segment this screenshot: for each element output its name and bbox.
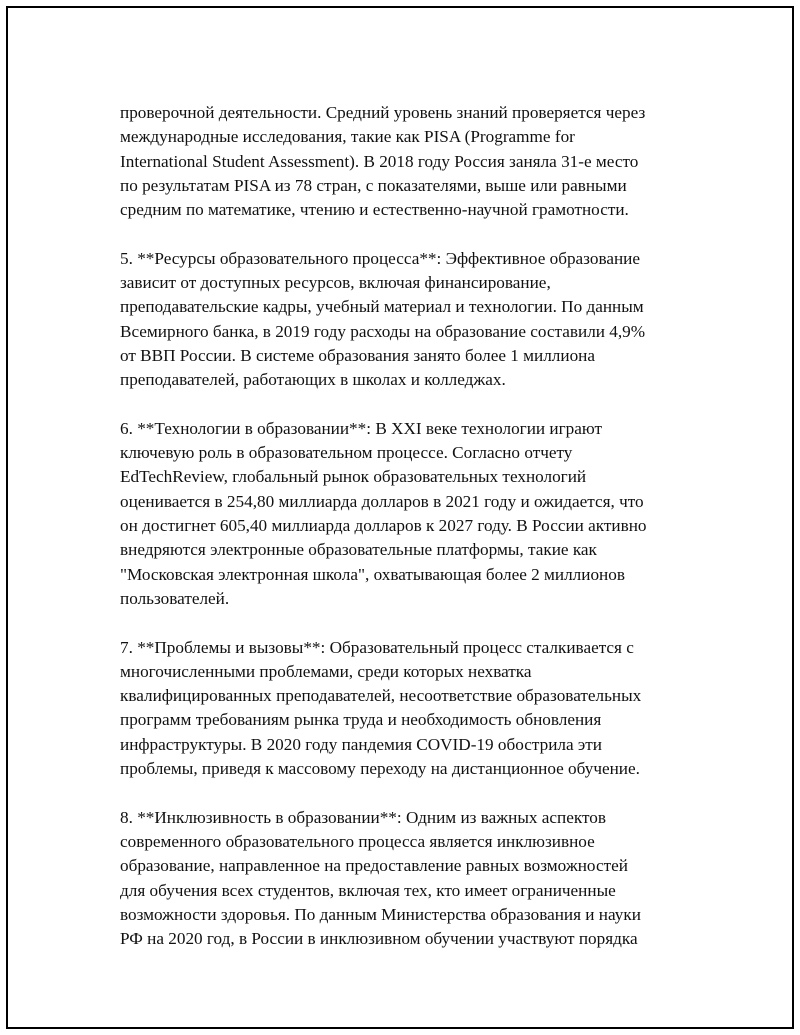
paragraph-pisa-results [120, 101, 700, 222]
text-line: пользователей. [120, 588, 230, 608]
text-line: 7. **Проблемы и вызовы**: Образовательный процесс сталкивается с [120, 637, 634, 657]
text-line: по результатам PISA из 78 стран, с показателями, выше или равными [120, 175, 627, 195]
text-line: возможности здоровья. По данным Министерства образования и науки [120, 904, 641, 924]
text-line: многочисленными проблемами, среди которых нехватка [120, 661, 532, 681]
text-line: внедряются электронные образовательные платформы, такие как [120, 540, 597, 560]
text-line: программ требованиям рынка труда и необходимость обновления [120, 710, 602, 730]
text-line: "Московская электронная школа", охватывающая более 2 миллионов [120, 564, 625, 584]
text-line: преподавателей, работающих в школах и колледжах. [120, 370, 506, 390]
text-line: международные исследования, такие как PISA (Programme for [120, 127, 575, 147]
text-line: средним по математике, чтению и естественно-научной грамотности. [120, 200, 629, 220]
paragraph-education-resources [120, 247, 700, 393]
document-page [6, 6, 794, 1029]
text-line: проблемы, приведя к массовому переходу на дистанционное обучение. [120, 759, 640, 779]
paragraph-problems-challenges [120, 636, 700, 782]
text-line: зависит от доступных ресурсов, включая финансирование, [120, 273, 551, 293]
paragraph-education-technology [120, 417, 700, 611]
text-line: проверочной деятельности. Средний уровень знаний проверяется через [120, 103, 646, 122]
paragraph-inclusive-education [120, 806, 700, 952]
text-line: EdTechReview, глобальный рынок образовательных технологий [120, 467, 587, 487]
text-line: образование, направленное на предоставление равных возможностей [120, 856, 628, 876]
text-line: оценивается в 254,80 миллиарда долларов в 2021 году и ожидается, что [120, 491, 644, 511]
text-line: от ВВП России. В системе образования занято более 1 миллиона [120, 345, 596, 365]
text-line: 8. **Инклюзивность в образовании**: Одним из важных аспектов [120, 807, 606, 827]
text-line: International Student Assessment). В 2018 году Россия заняла 31-е место [120, 151, 639, 171]
text-line: современного образовательного процесса является инклюзивное [120, 831, 595, 851]
text-line: квалифицированных преподавателей, несоответствие образовательных [120, 686, 642, 706]
text-line: 5. **Ресурсы образовательного процесса**: Эффективное образование [120, 248, 641, 268]
text-line: он достигнет 605,40 миллиарда долларов к 2027 году. В России активно [120, 516, 647, 536]
text-line: РФ на 2020 год, в России в инклюзивном обучении участвуют порядка [120, 929, 638, 949]
text-line: для обучения всех студентов, включая тех, кто имеет ограниченные [120, 880, 616, 900]
document-body [120, 101, 700, 976]
text-line: Всемирного банка, в 2019 году расходы на образование составили 4,9% [120, 321, 646, 341]
text-line: 6. **Технологии в образовании**: В XXI веке технологии играют [120, 418, 602, 438]
text-line: ключевую роль в образовательном процессе. Согласно отчету [120, 443, 573, 463]
text-line: преподавательские кадры, учебный материал и технологии. По данным [120, 297, 644, 317]
text-line: инфраструктуры. В 2020 году пандемия COVID-19 обострила эти [120, 734, 602, 754]
